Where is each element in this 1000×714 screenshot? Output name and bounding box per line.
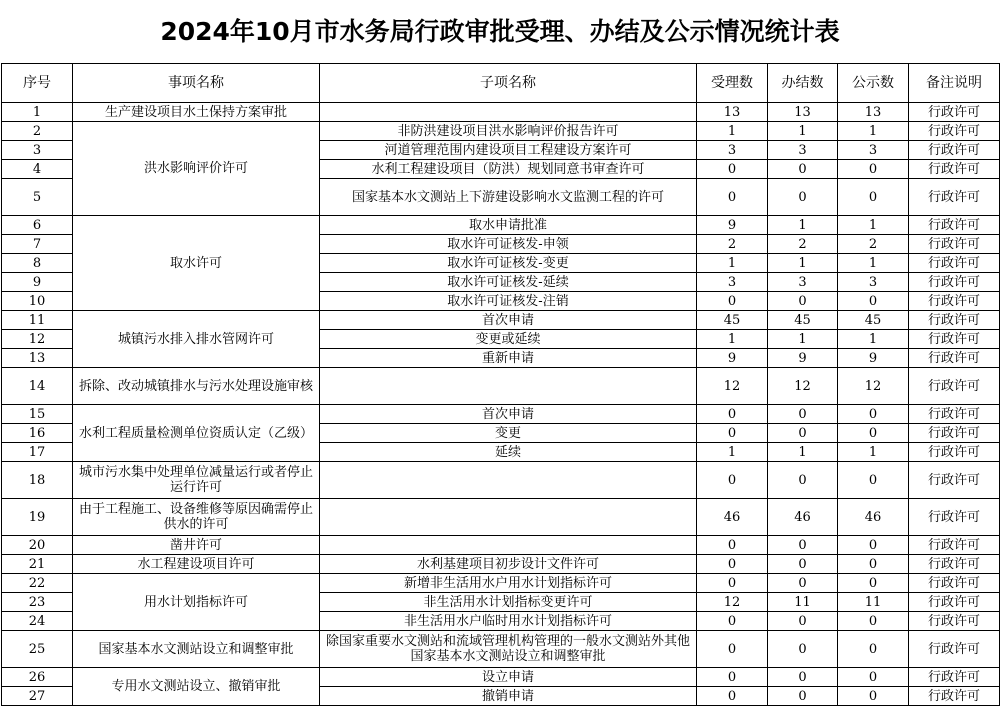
completed-count: 0	[768, 668, 838, 687]
note-cell: 行政许可	[909, 103, 1000, 122]
note-cell: 行政许可	[909, 555, 1000, 574]
item-name: 由于工程施工、设备维修等原因确需停止供水的许可	[73, 499, 320, 536]
table-row	[2, 574, 1000, 593]
note-cell: 行政许可	[909, 273, 1000, 292]
note-cell: 行政许可	[909, 687, 1000, 706]
accepted-count: 0	[697, 668, 768, 687]
completed-count: 12	[768, 368, 838, 405]
item-name: 国家基本水文测站设立和调整审批	[73, 631, 320, 668]
published-count: 0	[838, 179, 909, 216]
accepted-count: 12	[697, 368, 768, 405]
accepted-count: 0	[697, 612, 768, 631]
accepted-count: 3	[697, 273, 768, 292]
completed-count: 1	[768, 216, 838, 235]
sub-item-name: 取水许可证核发-延续	[320, 273, 697, 292]
completed-count: 0	[768, 574, 838, 593]
row-seq: 20	[2, 536, 73, 555]
sub-item-name: 设立申请	[320, 668, 697, 687]
accepted-count: 1	[697, 330, 768, 349]
row-seq: 8	[2, 254, 73, 273]
row-seq: 14	[2, 368, 73, 405]
completed-count: 0	[768, 687, 838, 706]
header-item: 事项名称	[73, 64, 320, 103]
table-row	[2, 536, 1000, 555]
note-cell: 行政许可	[909, 443, 1000, 462]
item-name: 城镇污水排入排水管网许可	[73, 311, 320, 368]
completed-count: 1	[768, 122, 838, 141]
note-cell: 行政许可	[909, 141, 1000, 160]
row-seq: 3	[2, 141, 73, 160]
published-count: 3	[838, 273, 909, 292]
table-header-row	[2, 64, 1000, 103]
sub-item-name	[320, 368, 697, 405]
published-count: 11	[838, 593, 909, 612]
item-name: 凿井许可	[73, 536, 320, 555]
table-row	[2, 668, 1000, 687]
accepted-count: 0	[697, 292, 768, 311]
row-seq: 15	[2, 405, 73, 424]
table-row	[2, 462, 1000, 499]
row-seq: 25	[2, 631, 73, 668]
note-cell: 行政许可	[909, 368, 1000, 405]
accepted-count: 9	[697, 216, 768, 235]
item-name: 生产建设项目水土保持方案审批	[73, 103, 320, 122]
note-cell: 行政许可	[909, 574, 1000, 593]
completed-count: 1	[768, 330, 838, 349]
note-cell: 行政许可	[909, 349, 1000, 368]
row-seq: 12	[2, 330, 73, 349]
published-count: 1	[838, 122, 909, 141]
sub-item-name: 水利工程建设项目（防洪）规划同意书审查许可	[320, 160, 697, 179]
published-count: 45	[838, 311, 909, 330]
row-seq: 16	[2, 424, 73, 443]
row-seq: 1	[2, 103, 73, 122]
accepted-count: 0	[697, 555, 768, 574]
accepted-count: 0	[697, 631, 768, 668]
accepted-count: 46	[697, 499, 768, 536]
sub-item-name	[320, 103, 697, 122]
published-count: 1	[838, 330, 909, 349]
completed-count: 0	[768, 160, 838, 179]
sub-item-name	[320, 462, 697, 499]
published-count: 0	[838, 292, 909, 311]
table-row	[2, 555, 1000, 574]
sub-item-name: 非生活用水户临时用水计划指标许可	[320, 612, 697, 631]
sub-item-name: 取水许可证核发-变更	[320, 254, 697, 273]
accepted-count: 1	[697, 254, 768, 273]
completed-count: 46	[768, 499, 838, 536]
completed-count: 1	[768, 443, 838, 462]
completed-count: 13	[768, 103, 838, 122]
row-seq: 17	[2, 443, 73, 462]
accepted-count: 13	[697, 103, 768, 122]
row-seq: 9	[2, 273, 73, 292]
published-count: 0	[838, 424, 909, 443]
accepted-count: 0	[697, 687, 768, 706]
accepted-count: 9	[697, 349, 768, 368]
note-cell: 行政许可	[909, 536, 1000, 555]
table-row	[2, 122, 1000, 141]
item-name: 洪水影响评价许可	[73, 122, 320, 216]
table-body	[2, 103, 1000, 706]
row-seq: 13	[2, 349, 73, 368]
sub-item-name: 取水许可证核发-注销	[320, 292, 697, 311]
header-published: 公示数	[838, 64, 909, 103]
note-cell: 行政许可	[909, 311, 1000, 330]
note-cell: 行政许可	[909, 424, 1000, 443]
note-cell: 行政许可	[909, 292, 1000, 311]
completed-count: 0	[768, 179, 838, 216]
row-seq: 6	[2, 216, 73, 235]
accepted-count: 12	[697, 593, 768, 612]
note-cell: 行政许可	[909, 593, 1000, 612]
item-name: 拆除、改动城镇排水与污水处理设施审核	[73, 368, 320, 405]
note-cell: 行政许可	[909, 499, 1000, 536]
row-seq: 22	[2, 574, 73, 593]
accepted-count: 0	[697, 462, 768, 499]
table-row	[2, 103, 1000, 122]
completed-count: 3	[768, 141, 838, 160]
completed-count: 0	[768, 536, 838, 555]
sub-item-name: 水利基建项目初步设计文件许可	[320, 555, 697, 574]
sub-item-name: 撤销申请	[320, 687, 697, 706]
note-cell: 行政许可	[909, 405, 1000, 424]
row-seq: 26	[2, 668, 73, 687]
row-seq: 23	[2, 593, 73, 612]
row-seq: 21	[2, 555, 73, 574]
sub-item-name: 非防洪建设项目洪水影响评价报告许可	[320, 122, 697, 141]
row-seq: 7	[2, 235, 73, 254]
published-count: 9	[838, 349, 909, 368]
row-seq: 11	[2, 311, 73, 330]
note-cell: 行政许可	[909, 668, 1000, 687]
note-cell: 行政许可	[909, 216, 1000, 235]
accepted-count: 0	[697, 405, 768, 424]
sub-item-name: 新增非生活用水户用水计划指标许可	[320, 574, 697, 593]
published-count: 46	[838, 499, 909, 536]
accepted-count: 1	[697, 443, 768, 462]
item-name: 专用水文测站设立、撤销审批	[73, 668, 320, 706]
completed-count: 0	[768, 292, 838, 311]
published-count: 1	[838, 443, 909, 462]
published-count: 3	[838, 141, 909, 160]
row-seq: 18	[2, 462, 73, 499]
note-cell: 行政许可	[909, 160, 1000, 179]
note-cell: 行政许可	[909, 235, 1000, 254]
item-name: 水利工程质量检测单位资质认定（乙级）	[73, 405, 320, 462]
published-count: 13	[838, 103, 909, 122]
header-completed: 办结数	[768, 64, 838, 103]
accepted-count: 2	[697, 235, 768, 254]
note-cell: 行政许可	[909, 462, 1000, 499]
row-seq: 27	[2, 687, 73, 706]
note-cell: 行政许可	[909, 254, 1000, 273]
row-seq: 10	[2, 292, 73, 311]
row-seq: 24	[2, 612, 73, 631]
completed-count: 1	[768, 254, 838, 273]
published-count: 0	[838, 555, 909, 574]
sub-item-name: 非生活用水计划指标变更许可	[320, 593, 697, 612]
header-seq: 序号	[2, 64, 73, 103]
published-count: 0	[838, 612, 909, 631]
accepted-count: 1	[697, 122, 768, 141]
accepted-count: 0	[697, 424, 768, 443]
item-name: 城市污水集中处理单位减量运行或者停止运行许可	[73, 462, 320, 499]
completed-count: 9	[768, 349, 838, 368]
row-seq: 5	[2, 179, 73, 216]
note-cell: 行政许可	[909, 631, 1000, 668]
sub-item-name: 变更	[320, 424, 697, 443]
accepted-count: 0	[697, 160, 768, 179]
completed-count: 0	[768, 462, 838, 499]
completed-count: 45	[768, 311, 838, 330]
sub-item-name: 延续	[320, 443, 697, 462]
row-seq: 2	[2, 122, 73, 141]
item-name: 取水许可	[73, 216, 320, 311]
accepted-count: 0	[697, 574, 768, 593]
accepted-count: 3	[697, 141, 768, 160]
published-count: 0	[838, 160, 909, 179]
page-title: 2024年10月市水务局行政审批受理、办结及公示情况统计表	[160, 17, 840, 46]
published-count: 0	[838, 536, 909, 555]
sub-item-name: 首次申请	[320, 311, 697, 330]
accepted-count: 0	[697, 179, 768, 216]
statistics-table	[1, 63, 1000, 706]
completed-count: 0	[768, 631, 838, 668]
completed-count: 0	[768, 424, 838, 443]
published-count: 2	[838, 235, 909, 254]
note-cell: 行政许可	[909, 612, 1000, 631]
sub-item-name: 除国家重要水文测站和流域管理机构管理的一般水文测站外其他国家基本水文测站设立和调整审批	[320, 631, 697, 668]
sub-item-name: 取水申请批准	[320, 216, 697, 235]
item-name: 用水计划指标许可	[73, 574, 320, 631]
published-count: 0	[838, 687, 909, 706]
sub-item-name: 河道管理范围内建设项目工程建设方案许可	[320, 141, 697, 160]
completed-count: 11	[768, 593, 838, 612]
published-count: 0	[838, 668, 909, 687]
note-cell: 行政许可	[909, 122, 1000, 141]
published-count: 12	[838, 368, 909, 405]
sub-item-name: 国家基本水文测站上下游建设影响水文监测工程的许可	[320, 179, 697, 216]
accepted-count: 45	[697, 311, 768, 330]
note-cell: 行政许可	[909, 330, 1000, 349]
sub-item-name	[320, 499, 697, 536]
published-count: 0	[838, 405, 909, 424]
table-row	[2, 216, 1000, 235]
sub-item-name: 重新申请	[320, 349, 697, 368]
item-name: 水工程建设项目许可	[73, 555, 320, 574]
table-row	[2, 368, 1000, 405]
published-count: 1	[838, 254, 909, 273]
table-row	[2, 405, 1000, 424]
completed-count: 0	[768, 555, 838, 574]
completed-count: 3	[768, 273, 838, 292]
accepted-count: 0	[697, 536, 768, 555]
completed-count: 0	[768, 405, 838, 424]
published-count: 0	[838, 462, 909, 499]
sub-item-name: 首次申请	[320, 405, 697, 424]
sub-item-name	[320, 536, 697, 555]
table-row	[2, 499, 1000, 536]
completed-count: 0	[768, 612, 838, 631]
sub-item-name: 变更或延续	[320, 330, 697, 349]
header-note: 备注说明	[909, 64, 1000, 103]
published-count: 1	[838, 216, 909, 235]
header-sub: 子项名称	[320, 64, 697, 103]
row-seq: 4	[2, 160, 73, 179]
note-cell: 行政许可	[909, 179, 1000, 216]
completed-count: 2	[768, 235, 838, 254]
published-count: 0	[838, 631, 909, 668]
published-count: 0	[838, 574, 909, 593]
table-row	[2, 631, 1000, 668]
sub-item-name: 取水许可证核发-申领	[320, 235, 697, 254]
table-row	[2, 311, 1000, 330]
row-seq: 19	[2, 499, 73, 536]
header-accepted: 受理数	[697, 64, 768, 103]
